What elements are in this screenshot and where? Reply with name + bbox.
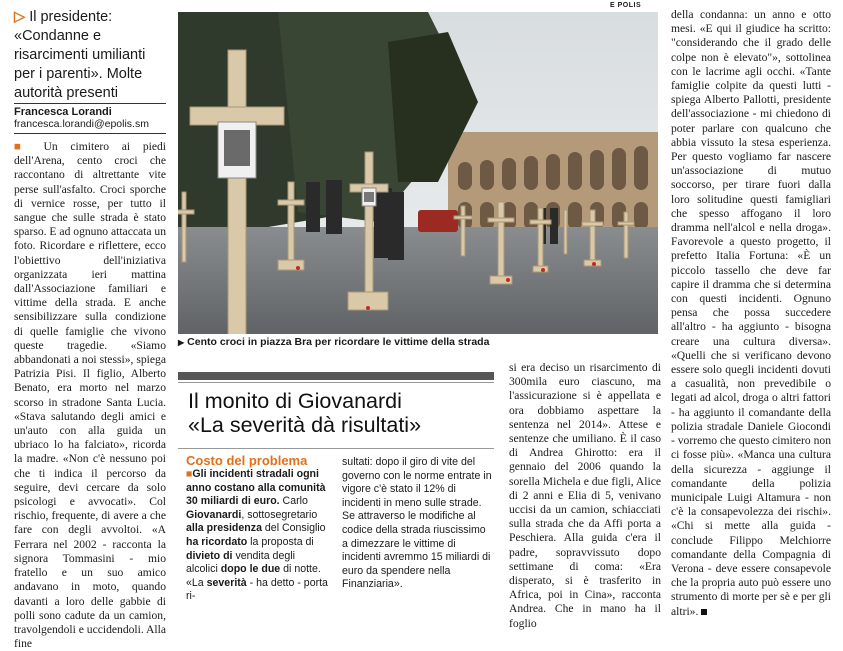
box-lead: Gli incidenti stradali ogni anno costano alla comunità 30 miliardi di euro. bbox=[186, 468, 326, 508]
box-text-d: la proposta di bbox=[247, 535, 314, 548]
box-bold-5: dopo le due bbox=[220, 563, 281, 576]
box-name: Giovanardi bbox=[186, 508, 242, 521]
box-bullet-icon: ■ bbox=[186, 468, 193, 480]
end-of-article-icon bbox=[701, 609, 707, 615]
box-column-1 bbox=[186, 468, 328, 604]
headline-rule-thin bbox=[178, 382, 494, 383]
photo-credit: E POLIS bbox=[610, 2, 642, 9]
headline-line-1: Il monito di Giovanardi bbox=[188, 389, 402, 413]
column-3-text: si era deciso un risarcimento di 300mila euro ciascuno, ma l'assicurazione si è appellata e ora dobbiamo aspettare la sentenza nel 2014». Attese e sentenze che umiliano. È il caso di Andrea Ghirotto: era il gennaio del 2006 quando la sorella Michela e due figli, Alice di 2 anni e Elia di 5, venivano uccisi da un camion, schiacciati sulla strada che da Affi porta a Peschiera. Alla guida c'era il padre, sopravvissuto dopo settimane di coma: «Era disperato, si è trasferito in Africa, poi in Cina», racconta Andrea. Che in mano ha il foglio bbox=[509, 361, 661, 630]
author-name: Francesca Lorandi bbox=[14, 106, 112, 118]
photo-caption bbox=[178, 336, 658, 348]
paragraph-bullet-icon: ■ bbox=[14, 140, 31, 153]
author-email[interactable]: francesca.lorandi@epolis.sm bbox=[14, 118, 166, 134]
kicker bbox=[14, 8, 166, 103]
box-bold-2: alla presidenza bbox=[186, 522, 262, 535]
headline-box bbox=[178, 372, 494, 450]
box-bold-4: divieto di bbox=[186, 549, 233, 562]
caption-triangle-icon: ▶ bbox=[178, 338, 185, 347]
box-text-b: , sottosegretario bbox=[241, 508, 318, 521]
headline-line-2: «La severità dà risultati» bbox=[188, 413, 422, 437]
article-column-3 bbox=[509, 361, 661, 631]
kicker-text: Il presidente: «Condanne e risarcimenti umilianti per i parenti». Molte autorità presenti bbox=[14, 9, 146, 101]
headline-separator bbox=[178, 448, 494, 449]
box-bold-6: severità bbox=[206, 576, 247, 589]
box-text-c: del Consiglio bbox=[261, 522, 326, 535]
box-text-e: vendita degli alcolici bbox=[186, 549, 295, 576]
article-column-4 bbox=[671, 8, 831, 619]
caption-text: Cento croci in piazza Bra per ricordare le vittime della strada bbox=[187, 336, 490, 348]
column-1-text: Un cimitero ai piedi dell'Arena, cento croci che raccontano di altrettante vite perse sull'asfalto. Croci sporche di vernice rosse, per tutto il sangue che sulle strada è stato sparso. E ad ognuno attaccata un foto. Ricordare e riflettere, ecco l'obiettivo dell'iniziativa organizzata ieri mattina dall'Associazione familiari e vittime della strada. E anche sensibilizzare sulla condizione di quelle famiglie che vivono queste tragedie. «Siamo abbandonati a noi stessi», spiega Patrizia Pisi. Il figlio, Alberto Benato, era morto nel marzo scorso in stradone Santa Lucia. «Stava salutando degli amici e un'auto con alla guida un ubriaco lo ha falciato», ricorda la madre. «Non c'è nessuno poi che ti indica il percorso da seguire, devi cercare da solo psicologi e avvocati». Col rischio, frequente, di avere a che fare con degli avvoltoi. «A Ferrara nel 2002 - racconta la signora Tommasini - mio fratello e un suo amico andavano in moto, quando davanti a loro delle gabbie di polli sono cadute da un camion, travolgendoli e uccidendoli. Alla fine bbox=[14, 140, 166, 651]
article-photo bbox=[178, 12, 658, 334]
crosses-photo-illustration bbox=[178, 12, 658, 334]
box-title: Costo del problema bbox=[186, 453, 308, 468]
article-column-1 bbox=[14, 140, 166, 651]
headline-rule bbox=[178, 372, 494, 380]
box-text-g: - ha detto - porta ri- bbox=[186, 576, 328, 603]
box-text-f: di notte. «La bbox=[186, 563, 321, 589]
headline bbox=[188, 389, 488, 437]
byline bbox=[14, 103, 166, 134]
box-column-2: sultati: dopo il giro di vite del governo con le norme entrate in vigore c'è stato il 12% di incidenti in meno sulle strade. Se attraverso le modifiche al codice della strada riuscissimo a dimezzare le vittime di incidenti avremmo 15 miliardi di euro da spendere nella Finanziaria». bbox=[342, 456, 492, 591]
box-text-a: Carlo bbox=[279, 495, 308, 508]
box-bold-3: ha ricordato bbox=[186, 535, 248, 548]
column-4-text: della condanna: un anno e otto mesi. «E qui il giudice ha scritto: "considerando che il grado delle colpe non è elevato"», sottolinea con le lacrime agli occhi. «Tante famiglie colpite da questi lutti - spiega Alberto Pallotti, presidente dell'associazione - mi chiedono di poter parlare con qualcuno che abbia vissuto la stesa esperienza. Per questo vogliamo far nascere un'associazione di mutuo soccorso, per tirare fuori dalla loro solitudine questi famigliari che spesso affogano il loro dramma nell'alcol e nella droga». Favorevole a questo progetto, il prefetto Italia Fortuna: «È un piccolo tassello che deve far capire il dramma che si determina con questi incidenti. Ognuno pensa che possa succedere all'altro - ha aggiunto - bisogna creare una cultura diversa». «Quelli che si verificano devono essere solo quegli incidenti dovuti a casualità, non prevedibile o legati ad alcol, droga o altri fattori - ha aggiunto il comandante della polizia stradale Daniele Giocondi - vorremo che questo cimitero non ci fosse più». «Manca una cultura della sicurezza - aggiunge il comandante della polizia municipale Luigi Altamura - non c'è la consapevolezza dei rischi». «Chi si mette alla guida - conclude Filippo Melchiorre comandante della Compagnia di Verona - deve essere consapevole che la propria auto può essere uno strumento di morte per sè e per gli altri». bbox=[671, 8, 832, 618]
arrow-right-icon: ▷ bbox=[14, 9, 26, 25]
